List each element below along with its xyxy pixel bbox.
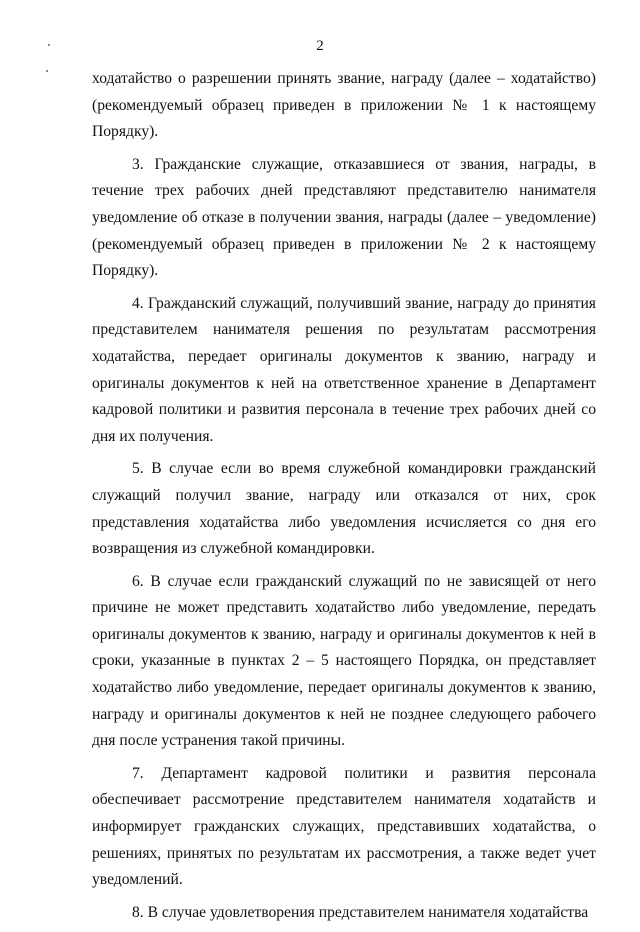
body-text [92, 66, 596, 932]
paragraph-3: 3. Гражданские служащие, отказавшиеся от звания, награды, в течение трех рабочих дней представляют представителю нанимателя уведомление об отказе в получении звания, награды (далее – уведомление) (рекомендуемый образец приведен в приложении № 2 к настоящему Порядку). [92, 155, 596, 280]
paragraph-6: 6. В случае если гражданский служащий по не зависящей от него причине не может представить ходатайство либо уведомление, передать оригиналы документов к званию, награду и оригиналы документов к ней в сроки, указанные в пунктах 2 – 5 настоящего Порядка, он представляет ходатайство либо уведомление, передает оригиналы документов к званию, награду и оригиналы документов к ней не позднее следующего рабочего дня после устранения такой причины. [92, 572, 596, 750]
paragraph-8: 8. В случае удовлетворения представителем нанимателя ходатайства [132, 903, 589, 921]
paragraph-continuation: ходатайство о разрешении принять звание, награду (далее – ходатайство) (рекомендуемый образец приведен в приложении № 1 к настоящему Порядку). [92, 70, 596, 141]
page-number: 2 [316, 38, 324, 54]
paragraph-4: 4. Гражданский служащий, получивший звание, награду до принятия представителем нанимателя решения по результатам рассмотрения ходатайства, передает оригиналы документов к званию, награду и оригиналы документов к ней на ответственное хранение в Департамент кадровой политики и развития персонала в течение трех рабочих дней со дня их получения. [92, 294, 596, 445]
paragraph-7: 7. Департамент кадровой политики и развития персонала обеспечивает рассмотрение представителем нанимателя ходатайств и информирует гражданских служащих, представивших ходатайства, о решениях, принятых по результатам их рассмотрения, а также ведет учет уведомлений. [92, 764, 596, 889]
paragraph-5: 5. В случае если во время служебной командировки гражданский служащий получил звание, награду или отказался от них, срок представления ходатайства либо уведомления исчисляется со дня его возвращения из служебной командировки. [92, 460, 596, 558]
scan-speck [46, 70, 48, 72]
